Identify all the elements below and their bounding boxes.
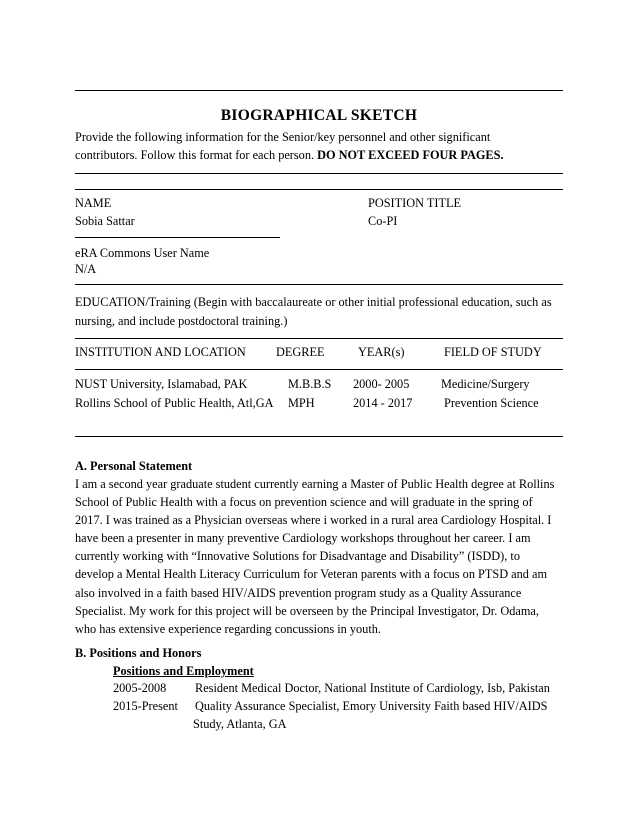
- employment-years: 2005-2008: [113, 681, 167, 695]
- employment-description: Resident Medical Doctor, National Institute of Cardiology, Isb, Pakistan: [195, 681, 550, 695]
- table-row-degree: MPH: [288, 396, 315, 410]
- employment-description-continued: Study, Atlanta, GA: [193, 717, 287, 731]
- column-header-institution: INSTITUTION AND LOCATION: [75, 345, 246, 359]
- paragraph-line: Specialist. My work for this project will be overseen by the Principal Investigator, Dr. Odama,: [75, 604, 539, 618]
- section-heading: A. Personal Statement: [75, 459, 193, 473]
- paragraph-line: also involved in a faith based HIV/AIDS prevention program study as a Quality Assurance: [75, 586, 522, 600]
- position-value: Co-PI: [368, 214, 398, 228]
- column-header-degree: DEGREE: [276, 345, 325, 359]
- divider: [75, 237, 280, 238]
- paragraph-line: I am a second year graduate student currently earning a Master of Public Health degree at Rollins: [75, 477, 555, 491]
- paragraph-line: currently working with “Innovative Solutions for Disadvantage and Disability” (ISDD), to: [75, 549, 520, 563]
- divider: [75, 90, 563, 91]
- name-value: Sobia Sattar: [75, 214, 135, 228]
- table-row-years: 2000- 2005: [353, 377, 410, 391]
- name-label: NAME: [75, 196, 112, 210]
- table-row-institution: Rollins School of Public Health, Atl,GA: [75, 396, 274, 410]
- divider: [75, 369, 563, 370]
- intro-line: [75, 148, 504, 162]
- table-row-institution: NUST University, Islamabad, PAK: [75, 377, 248, 391]
- intro-line: Provide the following information for the Senior/key personnel and other significant: [75, 130, 491, 144]
- paragraph-line: 2017. I was trained as a Physician overseas where i worked in a rural area Cardiology Hospital. I: [75, 513, 552, 527]
- employment-years: 2015-Present: [113, 699, 178, 713]
- employment-description: Quality Assurance Specialist, Emory University Faith based HIV/AIDS: [195, 699, 548, 713]
- paragraph-line: have been a presenter in many preventive Cardiology workshops throughout her career. I am: [75, 531, 531, 545]
- table-row-years: 2014 - 2017: [353, 396, 413, 410]
- section-heading: B. Positions and Honors: [75, 646, 202, 660]
- era-value: N/A: [75, 262, 97, 276]
- intro-text: contributors. Follow this format for each person.: [75, 148, 315, 162]
- divider: [75, 173, 563, 174]
- position-label: POSITION TITLE: [368, 196, 462, 210]
- paragraph-line: develop a Mental Health Literacy Curriculum for Veteran parents with a focus on PTSD and am: [75, 567, 548, 581]
- table-row-degree: M.B.B.S: [288, 377, 332, 391]
- paragraph-line: School of Public Health with a focus on prevention science and will graduate in the spring of: [75, 495, 533, 509]
- divider: [75, 284, 563, 285]
- table-row-field: Medicine/Surgery: [441, 377, 530, 391]
- column-header-years: YEAR(s): [358, 345, 405, 359]
- table-row-field: Prevention Science: [444, 396, 539, 410]
- education-heading: nursing, and include postdoctoral training.): [75, 314, 288, 328]
- era-label: eRA Commons User Name: [75, 246, 210, 260]
- column-header-field: FIELD OF STUDY: [444, 345, 542, 359]
- education-heading: EDUCATION/Training (Begin with baccalaureate or other initial professional education, such as: [75, 295, 552, 309]
- subsection-heading: Positions and Employment: [113, 664, 254, 678]
- page-title: BIOGRAPHICAL SKETCH: [220, 107, 418, 124]
- paragraph-line: who has extensive experience regarding concussions in youth.: [75, 622, 381, 636]
- divider: [75, 189, 563, 190]
- page-limit-warning: DO NOT EXCEED FOUR PAGES.: [317, 148, 504, 162]
- divider: [75, 338, 563, 339]
- divider: [75, 436, 563, 437]
